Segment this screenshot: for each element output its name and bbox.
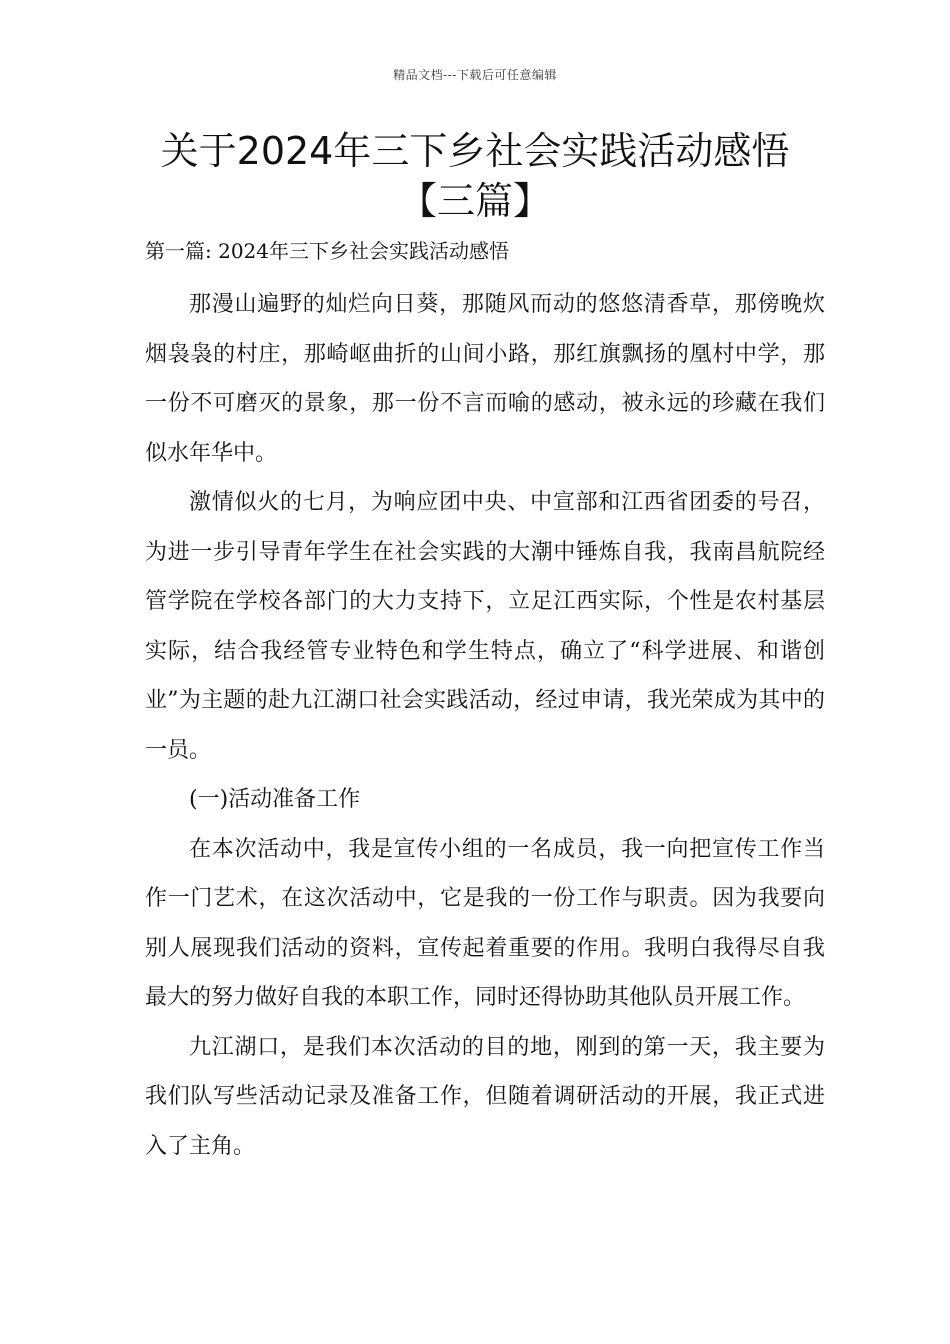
paragraph-2: 激情似火的七月，为响应团中央、中宣部和江西省团委的号召，为进一步引导青年学生在社会实践的大潮中锤炼自我，我南昌航院经管学院在学校各部门的大力支持下，立足江西实际，个性是农村基层实际，结合我经管专业特色和学生特点，确立了“科学进展、和谐创业”为主题的赴九江湖口社会实践活动，经过申请，我光荣成为其中的一员。 (145, 490, 825, 763)
document-title (60, 126, 890, 226)
section-subheading: 第一篇: 2024年三下乡社会实践活动感悟 (145, 239, 509, 263)
paragraph-3: 在本次活动中，我是宣传小组的一名成员，我一向把宣传工作当作一门艺术，在这次活动中，它是我的一份工作与职责。因为我要向别人展现我们活动的资料，宣传起着重要的作用。我明白我得尽自我最大的努力做好自我的本职工作，同时还得协助其他队员开展工作。 (145, 836, 825, 1010)
title-line-2: 【三篇】 (398, 179, 551, 223)
body-text (145, 280, 825, 1171)
title-line-1: 关于2024年三下乡社会实践活动感悟 (160, 129, 790, 173)
section-heading-preparation: (一)活动准备工作 (189, 787, 361, 812)
header-note: 精品文档---下载后可任意编辑 (393, 68, 557, 82)
paragraph-4: 九江湖口，是我们本次活动的目的地，刚到的第一天，我主要为我们队写些活动记录及准备工作，但随着调研活动的开展，我正式进入了主角。 (145, 1034, 825, 1159)
paragraph-1: 那漫山遍野的灿烂向日葵，那随风而动的悠悠清香草，那傍晚炊烟袅袅的村庄，那崎岖曲折的山间小路，那红旗飘扬的凰村中学，那一份不可磨灭的景象，那一份不言而喻的感动，被永远的珍藏在我们似水年华中。 (145, 292, 825, 466)
